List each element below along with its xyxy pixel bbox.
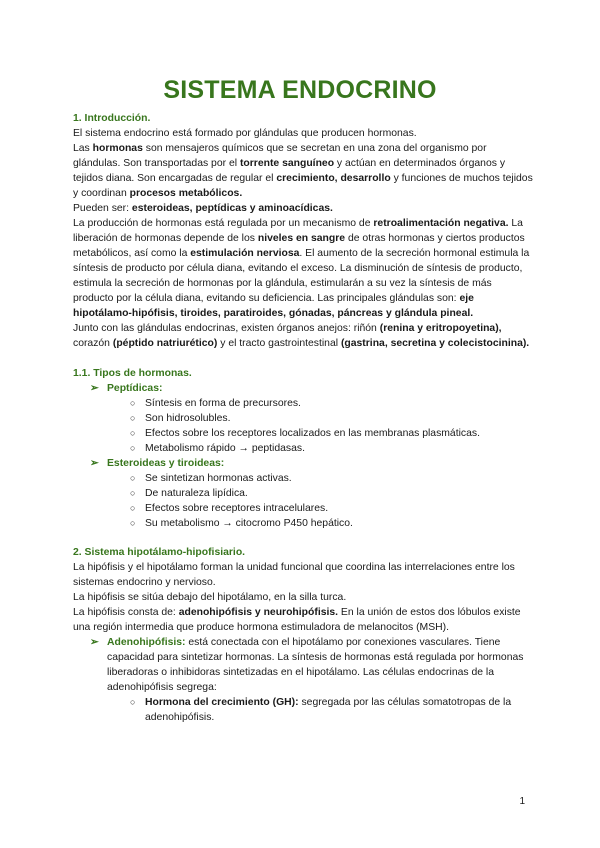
arrow-bullet-icon: ➢ xyxy=(90,458,99,469)
list-item: ➢ Adenohipófisis: está conectada con el hipotálamo por conexiones vasculares. Tiene capacidad para sintetizar hormonas. La síntesis de hormonas está regulada por hormonas liberadoras o inhibidoras sintetizadas en el hipotálamo. Las células endocrinas de la adenohipófisis segrega: xyxy=(90,637,524,693)
circle-bullet-icon: ○ xyxy=(130,428,136,438)
list-item: ○ Su metabolismo → citocromo P450 hepático. xyxy=(130,518,353,529)
intro-paragraph-3: Pueden ser: esteroideas, peptídicas y aminoacídicas. xyxy=(73,203,333,214)
circle-bullet-icon: ○ xyxy=(130,518,136,528)
circle-bullet-icon: ○ xyxy=(130,398,136,408)
circle-bullet-icon: ○ xyxy=(130,473,136,483)
intro-paragraph-5: Junto con las glándulas endocrinas, existen órganos anejos: riñón (renina y eritropoyetina), corazón (péptido natriurético) y el tracto gastrointestinal (gastrina, secretina y colecistocinina). xyxy=(73,323,530,349)
arrow-bullet-icon: ➢ xyxy=(90,383,99,394)
section-2-heading: 2. Sistema hipotálamo-hipofisiario. xyxy=(73,547,246,558)
circle-bullet-icon: ○ xyxy=(130,413,136,423)
list-item: ○ Hormona del crecimiento (GH): segregada por las células somatotropas de la adenohipófisis. xyxy=(130,697,512,723)
intro-paragraph-1: El sistema endocrino está formado por glándulas que producen hormonas. xyxy=(73,128,417,139)
list-item: ➢ Peptídicas: xyxy=(90,383,163,394)
list-item: ○ Síntesis en forma de precursores. xyxy=(130,398,301,409)
section-2-paragraph-1: La hipófisis y el hipotálamo forman la unidad funcional que coordina las interrelaciones entre los sistemas endocrino y nervioso. xyxy=(73,562,515,588)
list-item: ○ Se sintetizan hormonas activas. xyxy=(130,473,292,484)
list-item: ○ Efectos sobre receptores intracelulares. xyxy=(130,503,329,514)
circle-bullet-icon: ○ xyxy=(130,503,136,513)
section-1-1-heading: 1.1. Tipos de hormonas. xyxy=(73,368,192,379)
page-title: SISTEMA ENDOCRINO xyxy=(163,76,437,104)
arrow-bullet-icon: ➢ xyxy=(90,637,99,648)
list-item: ○ Metabolismo rápido → peptidasas. xyxy=(130,443,305,454)
list-item: ○ De naturaleza lipídica. xyxy=(130,488,248,499)
list-item: ➢ Esteroideas y tiroideas: xyxy=(90,458,225,469)
section-2-paragraph-3: La hipófisis consta de: adenohipófisis y neurohipófisis. En la unión de estos dos lóbulos existe una región intermedia que produce hormona estimuladora de melanocitos (MSH). xyxy=(73,607,521,633)
list-item: ○ Son hidrosolubles. xyxy=(130,413,231,424)
intro-paragraph-2: Las hormonas son mensajeros químicos que se secretan en una zona del organismo por glándulas. Son transportadas por el torrente sanguíneo y actúan en determinados órganos y tejidos diana. Son encargadas de regular el crecimiento, desarrollo y funciones de muchos tejidos y coordinan procesos metabólicos. xyxy=(73,143,533,199)
circle-bullet-icon: ○ xyxy=(130,443,136,453)
page-number: 1 xyxy=(519,796,525,807)
document-body xyxy=(73,111,535,725)
list-item: ○ Efectos sobre los receptores localizados en las membranas plasmáticas. xyxy=(130,428,480,439)
intro-paragraph-4: La producción de hormonas está regulada por un mecanismo de retroalimentación negativa. La liberación de hormonas depende de los niveles en sangre de otras hormonas y ciertos productos metabólicos, así como la estimulación nerviosa. El aumento de la secreción hormonal estimula la síntesis de producto por célula diana, evitando el exceso. La disminución de síntesis de producto, estimula la secreción de hormonas por la glándula, estimularán a su vez la síntesis de más producto por la célula diana, evitando su deficiencia. Las principales glándulas son: eje hipotálamo-hipófisis, tiroides, paratiroides, gónadas, páncreas y glándula pineal. xyxy=(73,218,530,319)
section-1-heading: 1. Introducción. xyxy=(73,113,151,124)
circle-bullet-icon: ○ xyxy=(130,488,136,498)
section-2-paragraph-2: La hipófisis se sitúa debajo del hipotálamo, en la silla turca. xyxy=(73,592,347,603)
circle-bullet-icon: ○ xyxy=(130,697,136,707)
